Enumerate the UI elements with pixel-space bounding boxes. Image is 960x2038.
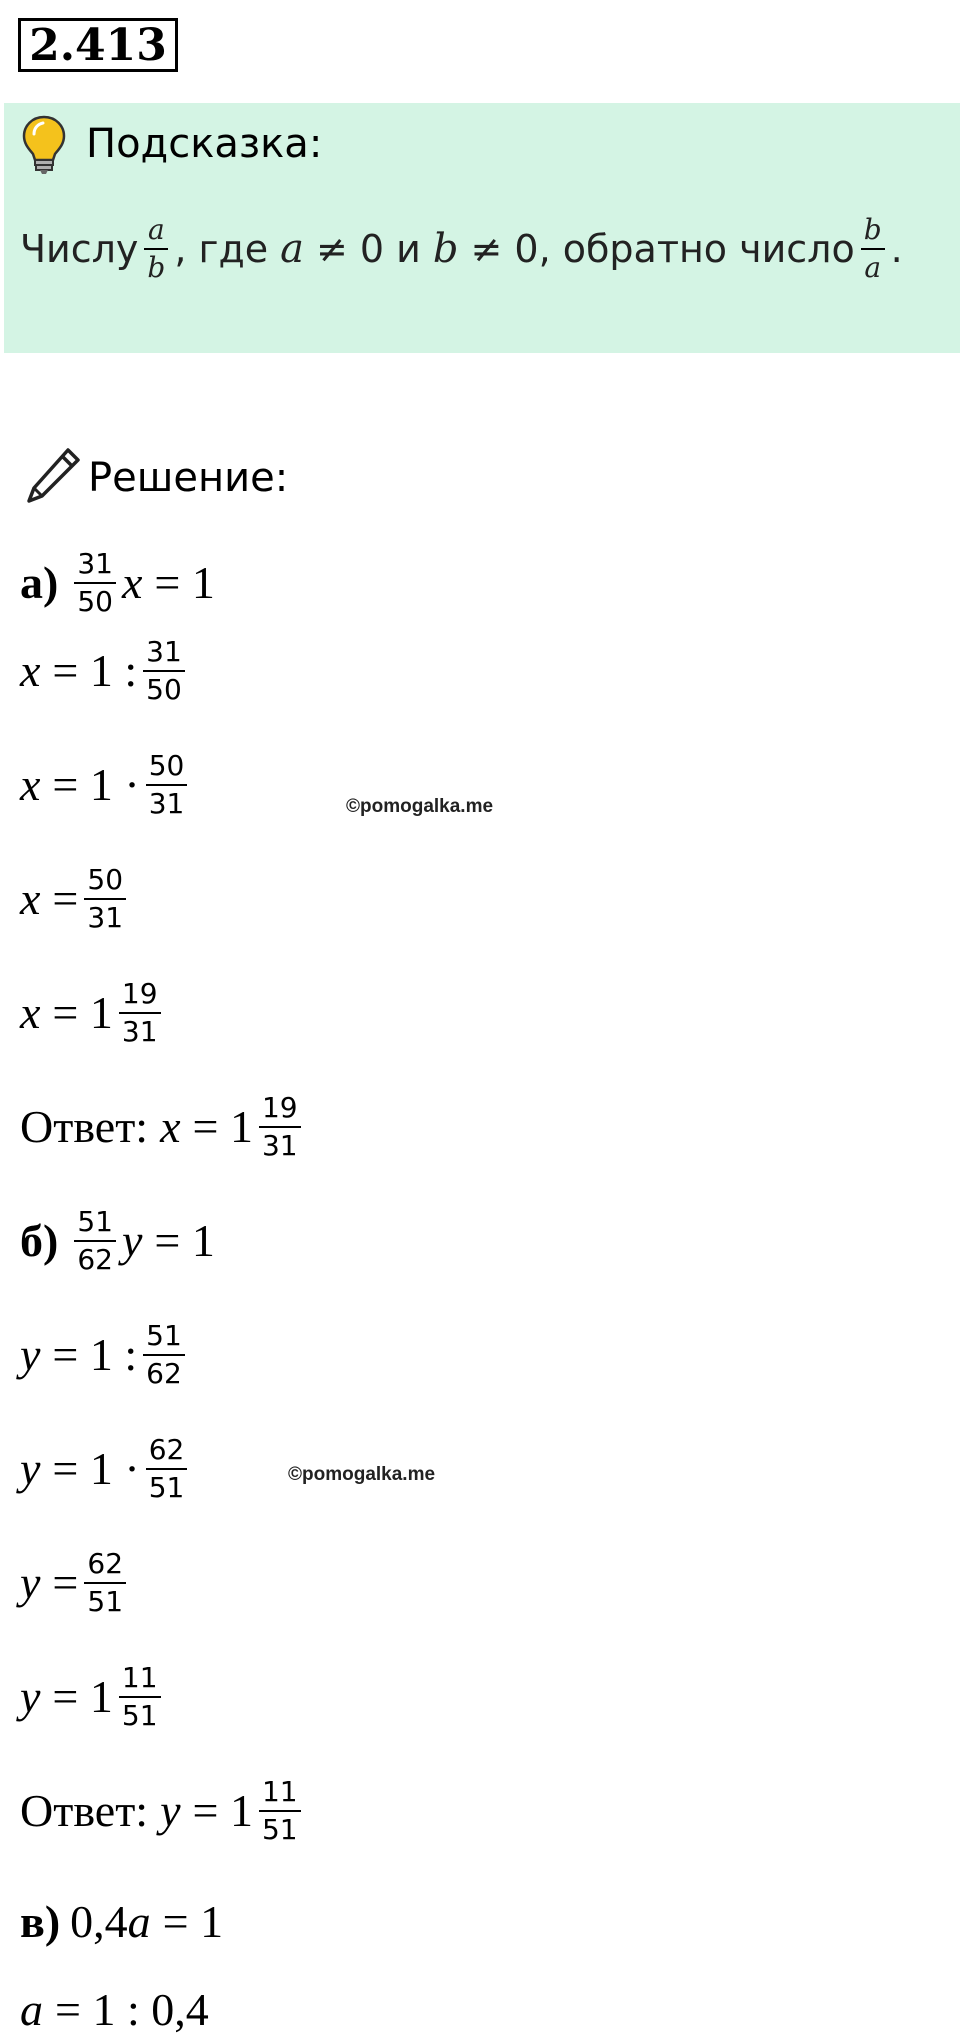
part-a-answer: Ответ: x = 1 $\frac{19}{31}$ <box>20 1090 307 1164</box>
part-a-equation: а) $\frac{31}{50}$ x = 1 <box>20 547 215 618</box>
part-c-step-1: a = 1 : 0,4 <box>20 1984 209 2035</box>
part-b-step-2: y = 1 · $\frac{62}{51}$ <box>20 1432 193 1506</box>
hint-text: Числу $\frac{a}{b}$ , где a ≠ 0 и b ≠ 0, обратно число $\frac{b}{a}$ . <box>20 213 903 284</box>
part-b-step-3: y = $\frac{62}{51}$ <box>20 1546 132 1620</box>
part-b-equation: б) $\frac{51}{62}$ y = 1 <box>20 1205 215 1276</box>
part-a-step-4: x = 1 $\frac{19}{31}$ <box>20 976 167 1050</box>
part-b-step-4: y = 1 $\frac{11}{51}$ <box>20 1660 167 1734</box>
part-a-step-3: x = $\frac{50}{31}$ <box>20 862 132 936</box>
hint-fraction-b-over-a: $\frac{b}{a}$ <box>861 212 885 286</box>
solution-title: Решение: <box>88 455 289 501</box>
hint-fraction-a-over-b: $\frac{a}{b}$ <box>144 212 168 286</box>
part-b-answer: Ответ: y = 1 $\frac{11}{51}$ <box>20 1774 307 1848</box>
part-b-step-1: y = 1 : $\frac{51}{62}$ <box>20 1318 191 1392</box>
watermark: ©pomogalka.me <box>346 796 494 817</box>
part-a-step-1: x = 1 : $\frac{31}{50}$ <box>20 634 191 708</box>
pencil-icon <box>24 446 82 506</box>
hint-title: Подсказка: <box>86 121 323 167</box>
lightbulb-icon <box>20 114 68 176</box>
watermark: ©pomogalka.me <box>288 1464 436 1485</box>
part-c-equation: в) 0,4 a = 1 <box>20 1896 224 1947</box>
task-number: 2.413 <box>18 18 178 72</box>
part-a-step-2: x = 1 · $\frac{50}{31}$ <box>20 748 193 822</box>
